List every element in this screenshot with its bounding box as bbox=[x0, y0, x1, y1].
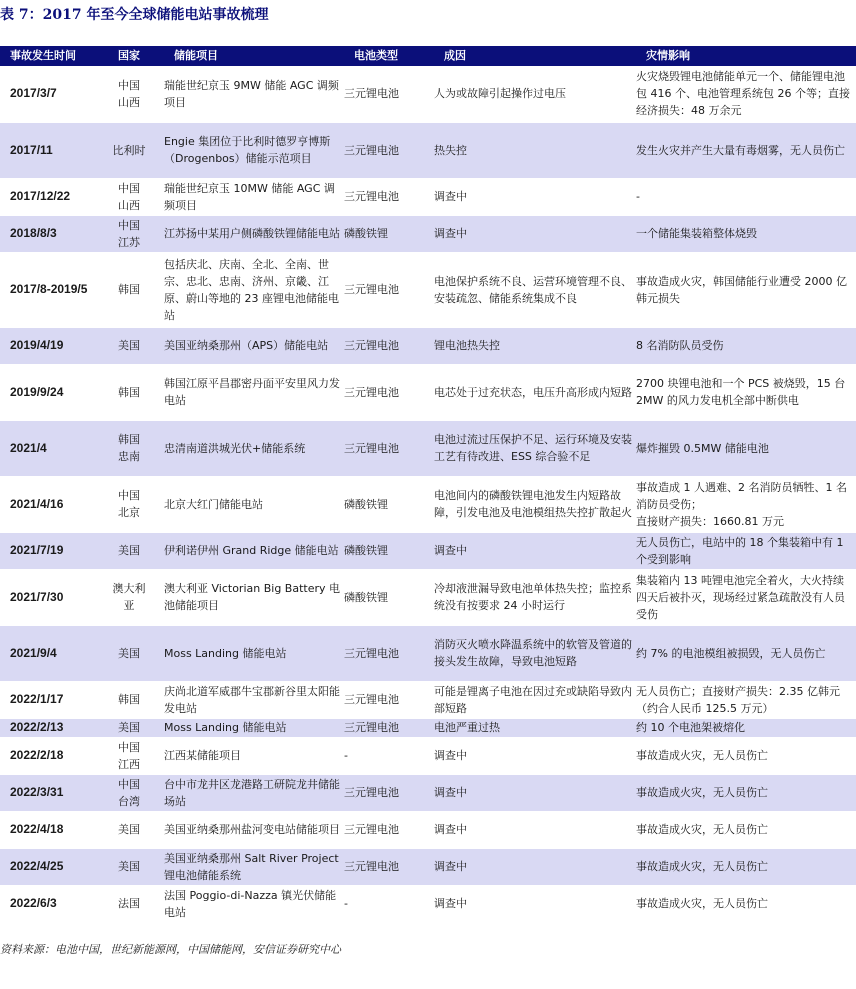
table-body bbox=[0, 66, 856, 922]
row-cause: 调查中 bbox=[434, 823, 467, 836]
row-cause: 人为或故障引起操作过电压 bbox=[434, 87, 566, 101]
header-project: 储能项目 bbox=[174, 49, 218, 62]
row-impact: - bbox=[636, 190, 640, 203]
header-cause: 成因 bbox=[444, 49, 466, 62]
row-impact: 火灾烧毁锂电池储能单元一个、储能锂电池包 416 个、电池管理系统包 26 个等；直接经济损失：48 万余元 bbox=[636, 70, 850, 118]
row-project: 庆尚北道军威郡牛宝郡新谷里太阳能发电站 bbox=[164, 684, 340, 715]
row-impact: 事故造成 1 人遇难、2 名消防员牺牲、1 名消防员受伤； 直接财产损失：1660.81 万元 bbox=[636, 480, 847, 528]
row-battery-type: 磷酸铁锂 bbox=[344, 227, 388, 240]
row-country: 中国 山西 bbox=[118, 181, 140, 212]
row-battery-type: 三元锂电池 bbox=[344, 385, 399, 399]
row-impact: 一个储能集装箱整体烧毁 bbox=[636, 227, 757, 240]
row-country: 比利时 bbox=[112, 143, 146, 157]
table-row bbox=[0, 718, 856, 737]
row-date: 2017/12/22 bbox=[10, 189, 71, 203]
row-battery-type: - bbox=[344, 749, 348, 762]
header-impact: 灾情影响 bbox=[646, 49, 690, 62]
row-date: 2022/2/13 bbox=[10, 720, 64, 734]
row-battery-type: 三元锂电池 bbox=[344, 646, 399, 660]
row-impact: 事故造成火灾，无人员伤亡 bbox=[636, 823, 768, 836]
row-battery-type: 磷酸铁锂 bbox=[344, 544, 388, 557]
row-project: 伊利诺伊州 Grand Ridge 储能电站 bbox=[164, 544, 339, 557]
row-battery-type: 三元锂电池 bbox=[344, 693, 399, 706]
table-row bbox=[0, 532, 856, 569]
row-impact: 事故造成火灾，无人员伤亡 bbox=[636, 897, 768, 910]
row-impact: 事故造成火灾，无人员伤亡 bbox=[636, 860, 768, 873]
row-project: 美国亚纳桑那州盐河变电站储能项目 bbox=[164, 823, 340, 836]
row-project: Moss Landing 储能电站 bbox=[164, 721, 287, 734]
row-cause: 电池过流过压保护不足、运行环境及安装工艺有待改进、ESS 综合验不足 bbox=[434, 433, 632, 463]
row-battery-type: 三元锂电池 bbox=[344, 87, 399, 101]
row-impact: 无人员伤亡，电站中的 18 个集装箱中有 1 个受到影响 bbox=[636, 535, 844, 566]
row-country: 韩国 bbox=[118, 385, 140, 399]
row-date: 2022/4/18 bbox=[10, 822, 64, 836]
row-impact: 事故造成火灾，韩国储能行业遭受 2000 亿韩元损失 bbox=[636, 274, 847, 305]
table-row bbox=[0, 476, 856, 532]
header-date: 事故发生时间 bbox=[10, 49, 76, 62]
table-row bbox=[0, 420, 856, 476]
row-cause: 电池保护系统不良、运营环境管理不良、安装疏忽、储能系统集成不良 bbox=[434, 274, 632, 305]
table-row bbox=[0, 774, 856, 811]
table-row bbox=[0, 327, 856, 364]
row-project: 北京大红门储能电站 bbox=[164, 497, 263, 511]
row-battery-type: 三元锂电池 bbox=[344, 283, 399, 296]
row-cause: 可能是锂离子电池在因过充或缺陷导致内部短路 bbox=[434, 684, 632, 715]
row-date: 2017/3/7 bbox=[10, 86, 57, 101]
row-impact: 爆炸摧毁 0.5MW 储能电池 bbox=[636, 441, 769, 455]
row-cause: 调查中 bbox=[434, 860, 467, 873]
table-row bbox=[0, 66, 856, 122]
row-cause: 调查中 bbox=[434, 749, 467, 762]
row-country: 韩国 忠南 bbox=[118, 433, 140, 463]
row-country: 美国 bbox=[118, 339, 140, 352]
row-country: 中国 江苏 bbox=[118, 218, 140, 249]
row-date: 2022/6/3 bbox=[10, 896, 57, 910]
table-row bbox=[0, 569, 856, 625]
row-battery-type: 三元锂电池 bbox=[344, 786, 399, 799]
row-impact: 8 名消防队员受伤 bbox=[636, 339, 724, 352]
row-project: 江苏扬中某用户侧磷酸铁锂储能电站 bbox=[164, 227, 340, 240]
header-country: 国家 bbox=[118, 49, 140, 62]
row-project: 澳大利亚 Victorian Big Battery 电池储能项目 bbox=[164, 582, 341, 612]
row-impact: 事故造成火灾，无人员伤亡 bbox=[636, 749, 768, 762]
row-project: 法国 Poggio-di-Nazza 镇光伏储能电站 bbox=[164, 888, 337, 919]
row-cause: 电芯处于过充状态，电压升高形成内短路 bbox=[434, 385, 632, 399]
row-date: 2022/2/18 bbox=[10, 748, 64, 762]
accident-table bbox=[0, 46, 856, 923]
row-cause: 电池严重过热 bbox=[434, 721, 500, 734]
row-cause: 调查中 bbox=[434, 786, 467, 799]
row-battery-type: 三元锂电池 bbox=[344, 721, 399, 734]
row-battery-type: 三元锂电池 bbox=[344, 143, 399, 157]
row-country: 中国 北京 bbox=[118, 489, 140, 519]
row-project: Moss Landing 储能电站 bbox=[164, 646, 287, 660]
row-date: 2022/4/25 bbox=[10, 859, 64, 873]
row-date: 2021/4/16 bbox=[10, 496, 64, 511]
row-date: 2017/8-2019/5 bbox=[10, 282, 88, 296]
row-country: 韩国 bbox=[118, 283, 140, 296]
row-country: 中国 江西 bbox=[118, 740, 140, 771]
row-cause: 调查中 bbox=[434, 190, 467, 203]
row-cause: 冷却液泄漏导致电池单体热失控；监控系统没有按要求 24 小时运行 bbox=[434, 582, 632, 612]
row-cause: 锂电池热失控 bbox=[434, 339, 500, 352]
row-impact: 约 10 个电池架被熔化 bbox=[636, 721, 745, 734]
table-row bbox=[0, 681, 856, 718]
row-cause: 消防灭火喷水降温系统中的软管及管道的接头发生故障，导致电池短路 bbox=[434, 638, 632, 668]
row-country: 韩国 bbox=[118, 693, 140, 706]
row-battery-type: 三元锂电池 bbox=[344, 190, 399, 203]
row-country: 美国 bbox=[118, 646, 140, 660]
row-date: 2021/9/4 bbox=[10, 645, 57, 660]
row-date: 2021/7/30 bbox=[10, 589, 64, 604]
row-battery-type: 三元锂电池 bbox=[344, 823, 399, 836]
row-impact: 约 7% 的电池模组被损毁，无人员伤亡 bbox=[636, 646, 826, 660]
table-row bbox=[0, 252, 856, 327]
row-date: 2019/4/19 bbox=[10, 338, 64, 352]
row-impact: 集装箱内 13 吨锂电池完全着火，大火持续四天后被扑灭，现场经过紧急疏散没有人员受伤 bbox=[636, 573, 845, 621]
row-project: 瑞能世纪京玉 9MW 储能 AGC 调频项目 bbox=[164, 78, 339, 109]
table-row bbox=[0, 848, 856, 885]
row-impact: 发生火灾并产生大量有毒烟雾，无人员伤亡 bbox=[636, 143, 845, 157]
row-date: 2021/4 bbox=[10, 440, 47, 455]
row-cause: 电池间内的磷酸铁锂电池发生内短路故障，引发电池及电池模组热失控扩散起火 bbox=[434, 489, 632, 519]
table-header-row bbox=[0, 46, 856, 66]
row-project: 美国亚纳桑那州 Salt River Project 锂电池储能系统 bbox=[164, 851, 339, 882]
row-project: Engie 集团位于比利时德罗亨博斯（Drogenbos）储能示范项目 bbox=[164, 135, 331, 165]
row-country: 美国 bbox=[118, 823, 140, 836]
row-country: 法国 bbox=[118, 897, 140, 910]
row-battery-type: 三元锂电池 bbox=[344, 860, 399, 873]
row-country: 中国 山西 bbox=[118, 78, 140, 109]
row-project: 韩国江原平昌郡密丹面平安里风力发电站 bbox=[164, 377, 340, 407]
row-cause: 调查中 bbox=[434, 897, 467, 910]
row-country: 中国 台湾 bbox=[118, 777, 140, 808]
row-date: 2021/7/19 bbox=[10, 543, 64, 557]
row-battery-type: 三元锂电池 bbox=[344, 339, 399, 352]
header-battery-type: 电池类型 bbox=[354, 49, 398, 62]
row-cause: 调查中 bbox=[434, 544, 467, 557]
table-row bbox=[0, 811, 856, 848]
row-cause: 热失控 bbox=[434, 143, 467, 157]
row-date: 2022/3/31 bbox=[10, 785, 64, 799]
row-battery-type: 磷酸铁锂 bbox=[344, 590, 388, 604]
table-row bbox=[0, 737, 856, 774]
row-country: 美国 bbox=[118, 544, 140, 557]
table-row bbox=[0, 178, 856, 215]
source-note: 资料来源：电池中国，世纪新能源网，中国储能网，安信证券研究中心 bbox=[0, 943, 341, 956]
row-country: 美国 bbox=[118, 860, 140, 873]
row-impact: 无人员伤亡；直接财产损失：2.35 亿韩元（约合人民币 125.5 万元） bbox=[636, 684, 840, 715]
row-date: 2017/11 bbox=[10, 142, 53, 157]
row-project: 瑞能世纪京玉 10MW 储能 AGC 调频项目 bbox=[164, 181, 335, 212]
row-impact: 事故造成火灾，无人员伤亡 bbox=[636, 786, 768, 799]
row-battery-type: - bbox=[344, 897, 348, 910]
row-impact: 2700 块锂电池和一个 PCS 被烧毁，15 台 2MW 的风力发电机全部中断供电 bbox=[636, 377, 846, 407]
row-date: 2022/1/17 bbox=[10, 692, 64, 706]
table-row bbox=[0, 364, 856, 420]
table-row bbox=[0, 885, 856, 922]
table-title: 表 7：2017 年至今全球储能电站事故梳理 bbox=[0, 7, 269, 23]
row-cause: 调查中 bbox=[434, 227, 467, 240]
row-date: 2019/9/24 bbox=[10, 384, 64, 399]
row-project: 包括庆北、庆南、全北、全南、世宗、忠北、忠南、济州、京畿、江原、蔚山等地的 23 座锂电池储能电站 bbox=[164, 257, 339, 322]
table-row bbox=[0, 122, 856, 178]
table-row bbox=[0, 625, 856, 681]
row-project: 台中市龙井区龙港路工研院龙井储能场站 bbox=[164, 777, 340, 808]
row-country: 美国 bbox=[118, 721, 140, 734]
row-battery-type: 三元锂电池 bbox=[344, 441, 399, 455]
row-project: 忠清南道洪城光伏+储能系统 bbox=[164, 441, 306, 455]
row-battery-type: 磷酸铁锂 bbox=[344, 497, 388, 511]
row-country: 澳大利亚 bbox=[112, 582, 146, 612]
row-project: 美国亚纳桑那州（APS）储能电站 bbox=[164, 339, 329, 352]
row-date: 2018/8/3 bbox=[10, 226, 57, 240]
row-project: 江西某储能项目 bbox=[164, 749, 241, 762]
table-row bbox=[0, 215, 856, 252]
